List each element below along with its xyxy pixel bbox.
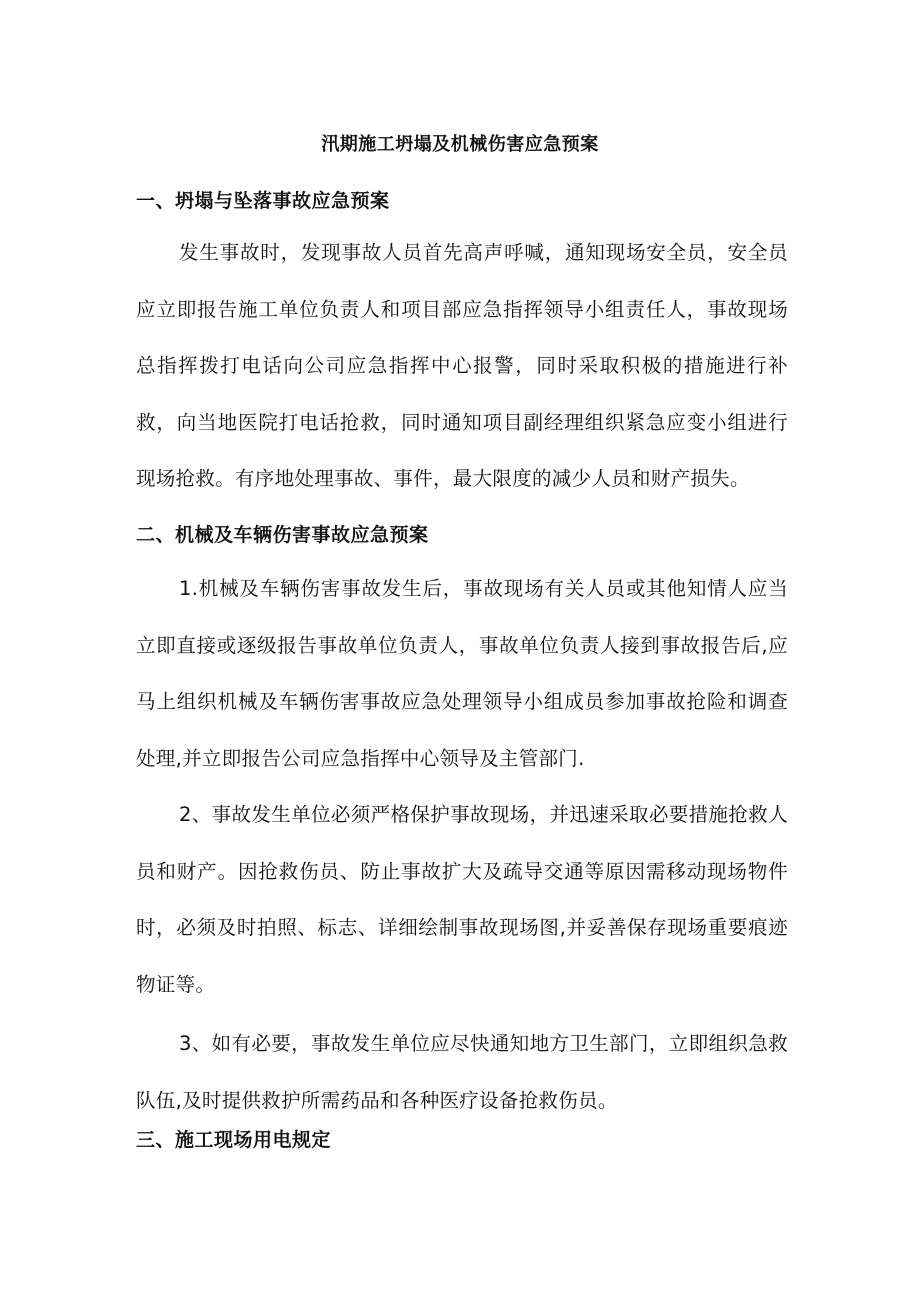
section-heading-machinery: 二、机械及车辆伤害事故应急预案 [136, 524, 429, 546]
paragraph-collapse-response: 发生事故时，发现事故人员首先高声呼喊，通知现场安全员，安全员应立即报告施工单位负责人和项目部应急指挥领导小组责任人，事故现场总指挥拨打电话向公司应急指挥中心报警，同时采取积极的措施进行补救，向当地医院打电话抢救，同时通知项目副经理组织紧急应变小组进行现场抢救。有序地处理事故、事件，最大限度的减少人员和财产损失。 [136, 241, 788, 490]
document-title: 汛期施工坍塌及机械伤害应急预案 [321, 134, 599, 155]
paragraph-machinery-item-2: 2、事故发生单位必须严格保护事故现场，并迅速采取必要措施抢救人员和财产。因抢救伤员、防止事故扩大及疏导交通等原因需移动现场物件时，必须及时拍照、标志、详细绘制事故现场图,并妥善保存现场重要痕迹物证等。 [136, 803, 788, 996]
section-heading-electricity: 三、施工现场用电规定 [136, 1129, 332, 1151]
paragraph-machinery-item-3: 3、如有必要，事故发生单位应尽快通知地方卫生部门，立即组织急救队伍,及时提供救护所需药品和各种医疗设备抢救伤员。 [136, 1032, 788, 1112]
paragraph-machinery-item-1: 1.机械及车辆伤害事故发生后，事故现场有关人员或其他知情人应当立即直接或逐级报告事故单位负责人，事故单位负责人接到事故报告后,应马上组织机械及车辆伤害事故应急处理领导小组成员参加事故抢险和调查处理,并立即报告公司应急指挥中心领导及主管部门. [136, 577, 788, 770]
section-heading-collapse: 一、坍塌与坠落事故应急预案 [136, 190, 390, 212]
